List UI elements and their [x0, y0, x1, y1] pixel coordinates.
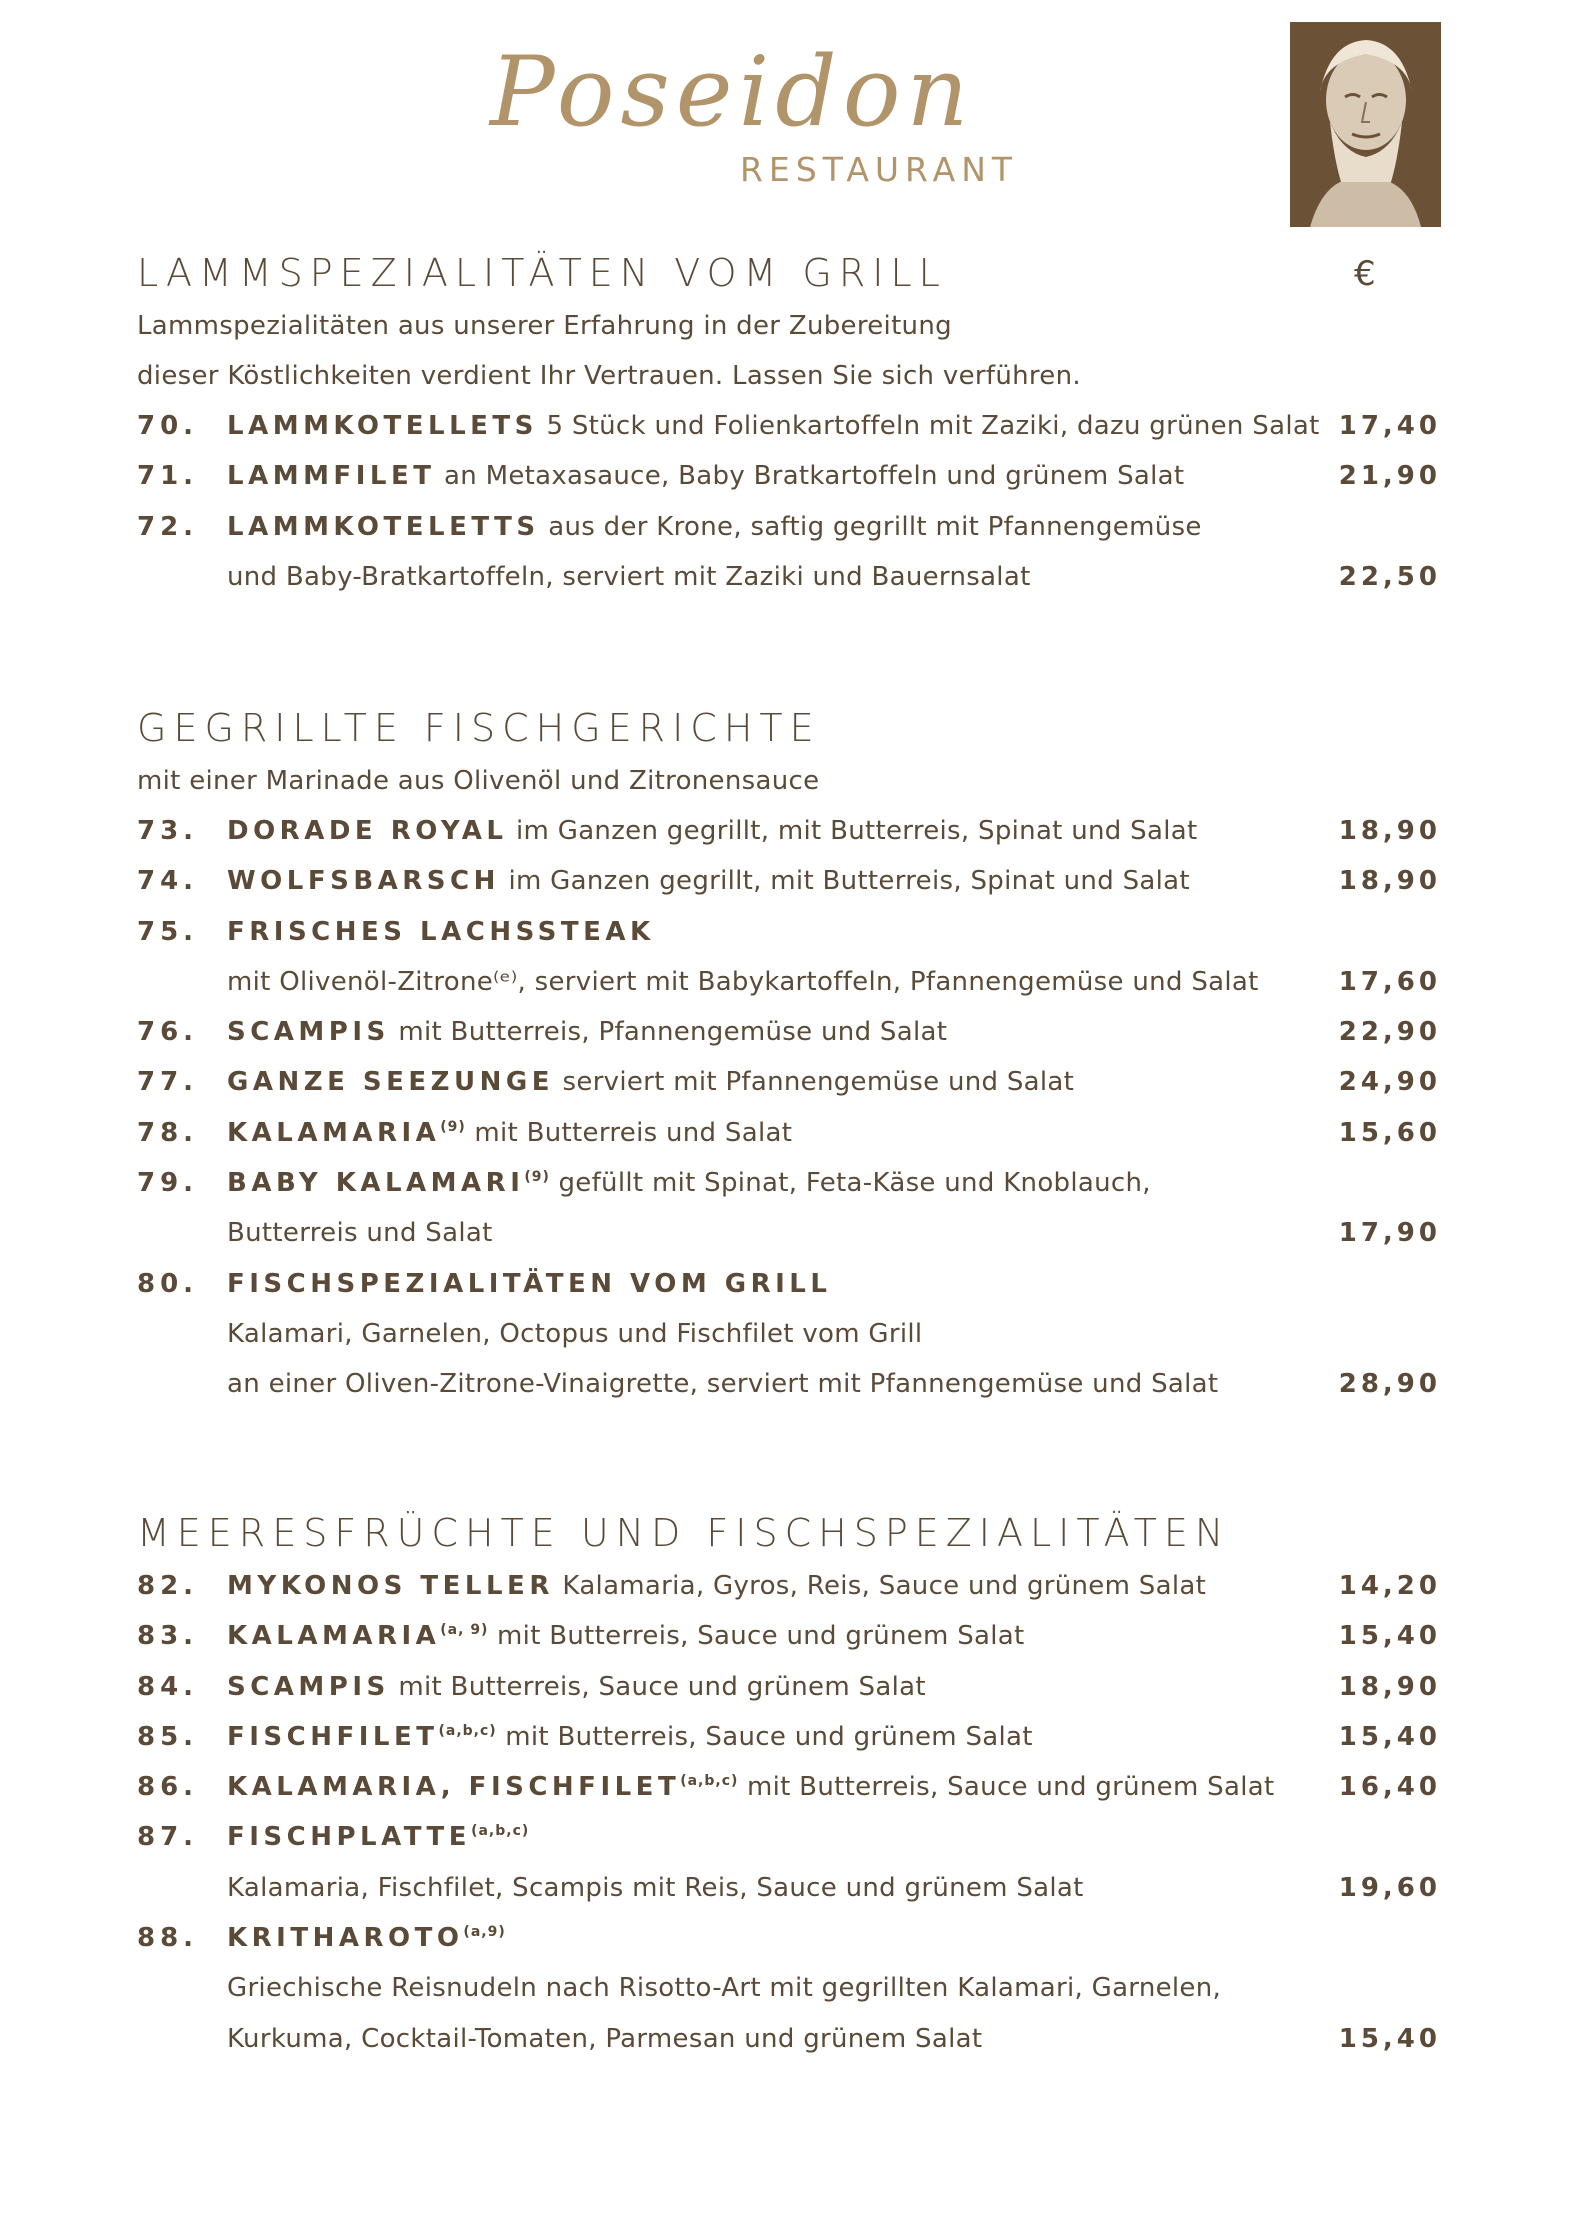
item-name: FISCHPLATTE	[227, 1822, 472, 1853]
item-number: 74.	[137, 866, 199, 897]
intro-line: dieser Köstlichkeiten verdient Ihr Vertrauen. Lassen Sie sich verführen.	[137, 361, 1081, 391]
menu-item	[137, 1812, 1441, 1862]
item-description: und Baby-Bratkartoffeln, serviert mit Zaziki und Bauernsalat	[227, 561, 1031, 592]
menu-item	[137, 502, 1441, 552]
item-text	[227, 1561, 1206, 1611]
item-name: LAMMFILET	[227, 461, 436, 492]
item-description: aus der Krone, saftig gegrillt mit Pfannengemüse	[548, 511, 1202, 542]
menu-item-continuation	[137, 1208, 1441, 1258]
item-text	[227, 1208, 493, 1258]
item-text	[227, 1309, 922, 1359]
item-allergen-note: (a,b,c)	[471, 1823, 530, 1840]
item-number: 87.	[137, 1822, 199, 1853]
item-number: 72.	[137, 511, 199, 542]
menu-item	[137, 1662, 1441, 1712]
item-number: 88.	[137, 1923, 199, 1954]
menu-item	[137, 1007, 1441, 1057]
item-allergen-note: (a,9)	[463, 1924, 506, 1941]
item-text	[227, 1359, 1218, 1409]
item-price: 19,60	[1338, 1872, 1441, 1903]
item-text	[227, 2014, 982, 2064]
item-number: 83.	[137, 1621, 199, 1652]
item-text	[227, 907, 655, 957]
item-description: mit Butterreis, Sauce und grünem Salat	[505, 1721, 1033, 1752]
item-name: LAMMKOTELLETS	[227, 411, 538, 441]
item-number: 76.	[137, 1017, 199, 1048]
item-allergen-note: (a,b,c)	[680, 1773, 739, 1790]
item-number: 86.	[137, 1772, 199, 1803]
item-description: mit Butterreis, Sauce und grünem Salat	[497, 1621, 1025, 1652]
item-price: 16,40	[1338, 1772, 1441, 1803]
menu-item	[137, 1561, 1441, 1611]
menu-item-continuation	[137, 1863, 1441, 1913]
item-name: KALAMARIA	[227, 1117, 441, 1148]
item-description: Griechische Reisnudeln nach Risotto-Art mit gegrillten Kalamari, Garnelen,	[227, 1973, 1222, 2004]
item-description: Kalamari, Garnelen, Octopus und Fischfilet vom Grill	[227, 1318, 923, 1349]
poseidon-portrait-image	[1290, 22, 1441, 227]
item-text	[227, 552, 1031, 602]
item-text	[227, 806, 1197, 856]
menu-item	[137, 856, 1441, 906]
menu-item	[137, 1108, 1441, 1158]
menu-item-continuation	[137, 2014, 1441, 2064]
item-price: 18,90	[1338, 1671, 1441, 1702]
item-price: 22,50	[1338, 561, 1441, 592]
section-intro	[137, 756, 1441, 806]
item-price: 24,90	[1338, 1067, 1441, 1098]
item-description: mit Butterreis, Pfannengemüse und Salat	[398, 1017, 948, 1048]
menu-item	[137, 1913, 1441, 1963]
item-price: 28,90	[1338, 1369, 1441, 1400]
poseidon-logo	[480, 20, 1040, 150]
item-allergen-note: (a,b,c)	[438, 1722, 497, 1739]
section-title: MEERESFRÜCHTE UND FISCHSPEZIALITÄTEN	[137, 1511, 1231, 1555]
item-number: 84.	[137, 1671, 199, 1702]
item-name: DORADE ROYAL	[227, 816, 508, 846]
item-name: FISCHFILET	[227, 1721, 439, 1752]
menu-item-continuation	[137, 552, 1441, 602]
item-description: im Ganzen gegrillt, mit Butterreis, Spinat und Salat	[508, 866, 1190, 897]
menu-item-continuation	[137, 957, 1441, 1007]
item-text	[227, 502, 1202, 552]
item-price: 14,20	[1338, 1571, 1441, 1601]
menu-item	[137, 401, 1441, 451]
item-name: KALAMARIA, FISCHFILET	[227, 1772, 681, 1803]
item-price: 15,40	[1338, 1721, 1441, 1752]
item-description: mit Butterreis und Salat	[474, 1117, 793, 1148]
logo-subtitle: RESTAURANT	[740, 150, 1019, 189]
item-text	[227, 1762, 1274, 1812]
item-text	[227, 1057, 1074, 1107]
menu-item	[137, 1158, 1441, 1208]
item-name: MYKONOS TELLER	[227, 1571, 554, 1601]
item-price: 15,40	[1338, 1621, 1441, 1652]
item-number: 80.	[137, 1268, 199, 1299]
item-description: an Metaxasauce, Baby Bratkartoffeln und grünem Salat	[444, 461, 1185, 492]
item-description: Kurkuma, Cocktail-Tomaten, Parmesan und grünem Salat	[227, 2023, 983, 2054]
menu-item	[137, 1057, 1441, 1107]
item-description: mit Butterreis, Sauce und grünem Salat	[746, 1772, 1275, 1803]
item-number: 70.	[137, 411, 199, 441]
menu-item	[137, 1712, 1441, 1762]
item-text	[227, 856, 1190, 906]
item-description: Butterreis und Salat	[227, 1218, 493, 1249]
item-number: 77.	[137, 1067, 199, 1098]
section-intro	[137, 301, 1441, 401]
item-price: 15,40	[1338, 2023, 1441, 2054]
item-description: serviert mit Pfannengemüse und Salat	[562, 1067, 1075, 1098]
item-text	[227, 451, 1184, 501]
item-text	[227, 1812, 529, 1862]
menu-item-continuation	[137, 1359, 1441, 1409]
item-description: gefüllt mit Spinat, Feta-Käse und Knoblauch,	[558, 1168, 1151, 1199]
currency-header: €	[1354, 254, 1376, 294]
item-allergen-note: (a, 9)	[440, 1622, 489, 1639]
item-text	[227, 1963, 1221, 2013]
item-number: 78.	[137, 1117, 199, 1148]
item-price: 17,40	[1338, 411, 1441, 441]
intro-line: mit einer Marinade aus Olivenöl und Zitronensauce	[137, 766, 820, 796]
menu-items	[137, 1561, 1441, 2064]
item-price: 22,90	[1338, 1017, 1441, 1048]
item-price: 15,60	[1338, 1117, 1441, 1148]
item-description: Kalamaria, Gyros, Reis, Sauce und grünem Salat	[562, 1571, 1207, 1601]
menu-item-continuation	[137, 1963, 1441, 2013]
item-price: 18,90	[1338, 866, 1441, 897]
item-description: im Ganzen gegrillt, mit Butterreis, Spinat und Salat	[516, 816, 1198, 846]
item-text	[227, 1913, 506, 1963]
item-name: LAMMKOTELETTS	[227, 511, 540, 542]
item-name: WOLFSBARSCH	[227, 866, 500, 897]
item-text	[227, 1611, 1025, 1661]
item-text	[227, 1158, 1151, 1208]
item-number: 85.	[137, 1721, 199, 1752]
menu-item	[137, 1259, 1441, 1309]
menu-item	[137, 1611, 1441, 1661]
item-price: 18,90	[1338, 816, 1441, 846]
item-text	[227, 401, 1320, 451]
section-grilled-fish	[137, 700, 1441, 1410]
item-text	[227, 1712, 1033, 1762]
item-name: SCAMPIS	[227, 1671, 390, 1702]
item-allergen-note: (9)	[440, 1118, 466, 1135]
item-text	[227, 1259, 831, 1309]
section-lamb	[137, 245, 1441, 602]
item-description: Kalamaria, Fischfilet, Scampis mit Reis, Sauce und grünem Salat	[227, 1872, 1084, 1903]
menu-item	[137, 806, 1441, 856]
item-text	[227, 1007, 947, 1057]
item-description: 5 Stück und Folienkartoffeln mit Zaziki, dazu grünen Salat	[546, 411, 1320, 441]
item-text	[227, 1863, 1084, 1913]
menu-item	[137, 1762, 1441, 1812]
menu-items	[137, 401, 1441, 602]
section-title: GEGRILLTE FISCHGERICHTE	[137, 706, 821, 750]
menu-items	[137, 806, 1441, 1410]
item-text	[227, 1108, 792, 1158]
item-number: 73.	[137, 816, 199, 846]
item-number: 82.	[137, 1571, 199, 1601]
logo-script-text: Poseidon	[490, 36, 975, 148]
menu-item	[137, 907, 1441, 957]
item-number: 75.	[137, 916, 199, 947]
section-title: LAMMSPEZIALITÄTEN VOM GRILL	[137, 251, 947, 295]
item-text	[227, 957, 1259, 1007]
menu-item	[137, 451, 1441, 501]
section-seafood	[137, 1505, 1441, 2064]
item-name: KALAMARIA	[227, 1621, 441, 1652]
item-number: 79.	[137, 1168, 199, 1199]
item-name: FISCHSPEZIALITÄTEN VOM GRILL	[227, 1268, 832, 1299]
item-text	[227, 1662, 926, 1712]
item-price: 21,90	[1338, 461, 1441, 492]
item-description: mit Butterreis, Sauce und grünem Salat	[398, 1671, 926, 1702]
item-description: an einer Oliven-Zitrone-Vinaigrette, serviert mit Pfannengemüse und Salat	[227, 1369, 1219, 1400]
item-name: BABY KALAMARI	[227, 1168, 525, 1199]
item-price: 17,90	[1338, 1218, 1441, 1249]
intro-line: Lammspezialitäten aus unserer Erfahrung in der Zubereitung	[137, 311, 952, 341]
item-price: 17,60	[1338, 966, 1441, 997]
item-allergen-note: (9)	[524, 1169, 550, 1186]
item-name: SCAMPIS	[227, 1017, 390, 1048]
item-description: mit Olivenöl-Zitrone⁽ᵉ⁾, serviert mit Babykartoffeln, Pfannengemüse und Salat	[227, 966, 1259, 997]
item-name: FRISCHES LACHSSTEAK	[227, 916, 655, 947]
menu-item-continuation	[137, 1309, 1441, 1359]
item-name: KRITHAROTO	[227, 1923, 464, 1954]
item-name: GANZE SEEZUNGE	[227, 1067, 554, 1098]
item-number: 71.	[137, 461, 199, 492]
